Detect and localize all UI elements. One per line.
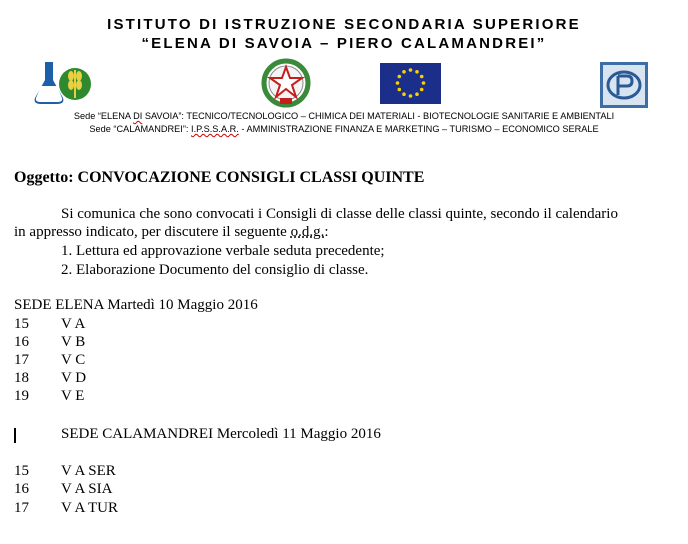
odg-abbrev: o.d.g. [290,224,325,240]
sede-calamandrei-title: SEDE CALAMANDREI Mercoledì 11 Maggio 2016 [61,426,381,442]
schedule-time: 17 [14,352,29,368]
schedule-time: 15 [14,463,29,479]
sede2-wavy: I.P.S.S.A.R. [191,124,239,134]
intro-line-2-end: : [324,224,329,240]
sede2-rest: - AMMINISTRAZIONE FINANZA E MARKETING – TURISMO – ECONOMICO SERALE [238,124,599,134]
schedule-class: V A SER [61,463,116,479]
schedule-class: V A SIA [61,481,113,497]
italian-republic-emblem [261,58,311,108]
school-logo [27,60,93,106]
intro-line-1: Si comunica che sono convocati i Consigli di classe delle classi quinte, secondo il calendario [61,206,618,222]
schedule-time: 17 [14,500,29,516]
schedule-time: 19 [14,388,29,404]
schedule-class: V A [61,316,86,332]
sede-elena-title: SEDE ELENA Martedì 10 Maggio 2016 [14,297,258,313]
sede-calamandrei-info [0,124,688,134]
schedule-class: V A TUR [61,500,118,516]
agenda-item-1: 1. Lettura ed approvazione verbale seduta precedente; [61,243,385,259]
agenda-item-2: 2. Elaborazione Documento del consiglio di classe. [61,262,369,278]
institute-title: ISTITUTO DI ISTRUZIONE SECONDARIA SUPERIORE [107,16,581,33]
schedule-time: 16 [14,334,29,350]
sede1-prefix: Sede “ELENA [73,111,134,121]
institute-subtitle: “ELENA DI SAVOIA – PIERO CALAMANDREI” [141,35,547,52]
schedule-class: V B [61,334,86,350]
partner-logo [600,62,648,108]
sede1-wavy: DI [133,111,143,121]
intro-line-2 [14,224,329,241]
european-union-flag [380,63,441,104]
schedule-time: 18 [14,370,29,386]
schedule-class: V E [61,388,85,404]
schedule-class: V D [61,370,87,386]
schedule-class: V C [61,352,86,368]
sede2-prefix: Sede “CALAMANDREI”: [89,124,192,134]
subject-line: Oggetto: CONVOCAZIONE CONSIGLI CLASSI QUINTE [14,169,425,186]
text-cursor [14,428,16,443]
schedule-time: 15 [14,316,29,332]
schedule-time: 16 [14,481,29,497]
sede1-rest: SAVOIA”: TECNICO/TECNOLOGICO – CHIMICA DEI MATERIALI - BIOTECNOLOGIE SANITARIE E AMBIENTALI [142,111,615,121]
sede-elena-info [0,111,688,121]
intro-line-2-text: in appresso indicato, per discutere il seguente [14,224,291,240]
